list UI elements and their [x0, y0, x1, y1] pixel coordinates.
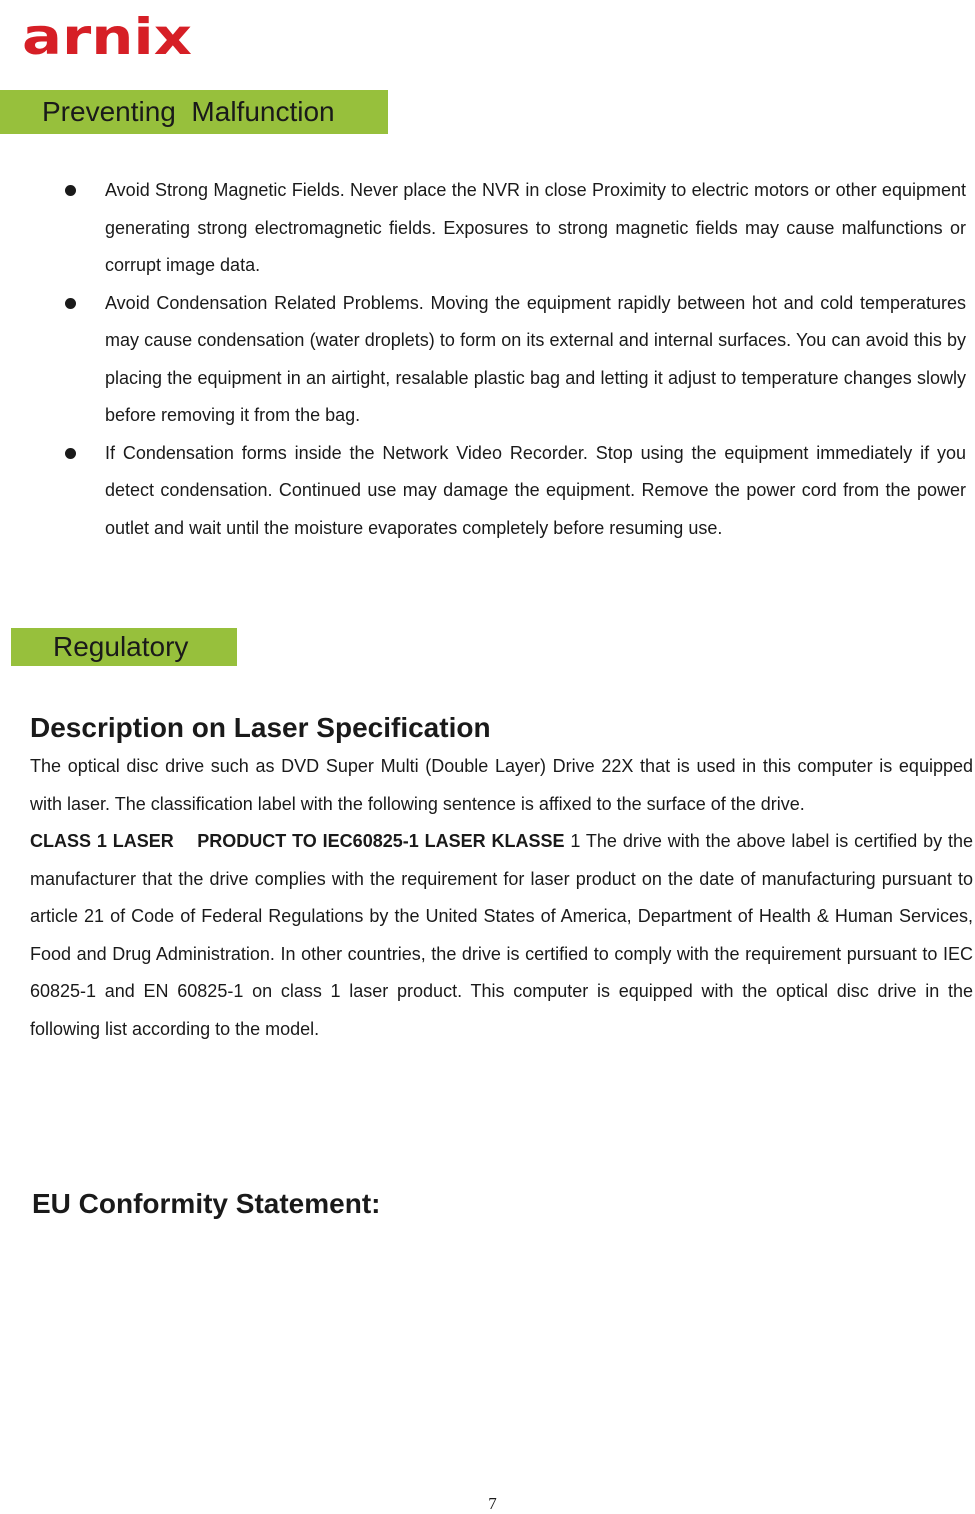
- bullet-text: Avoid Condensation Related Problems. Moving the equipment rapidly between hot and cold temperatures may cause condensation (water droplets) to form on its external and internal surfaces. You can avoid this by placing the equipment in an airtight, resalable plastic bag and letting it adjust to temperature changes slowly before removing it from the bag.: [105, 292, 966, 425]
- laser-intro-text: The optical disc drive such as DVD Super Multi (Double Layer) Drive 22X that is used in this computer is equipped with laser. The classification label with the following sentence is affixed to the surface of the drive.: [30, 756, 973, 814]
- list-item: [0, 285, 975, 435]
- list-item: [0, 435, 975, 548]
- page-number: 7: [488, 1494, 497, 1513]
- eu-conformity-heading: EU Conformity Statement:: [32, 1188, 381, 1219]
- bullet-dot-icon: [65, 185, 76, 196]
- section-bar-preventing-malfunction: [0, 90, 388, 134]
- arnix-logo: [22, 14, 194, 66]
- section-bar-regulatory: [11, 628, 237, 666]
- logo-text: arnix: [22, 14, 192, 66]
- bullet-text: Avoid Strong Magnetic Fields. Never place the NVR in close Proximity to electric motors or other equipment generating strong electromagnetic fields. Exposures to strong magnetic fields may cause malfunctions or corrupt image data.: [105, 180, 966, 275]
- laser-spec-paragraph: [30, 748, 973, 1048]
- list-item: [0, 172, 975, 285]
- bullet-dot-icon: [65, 448, 76, 459]
- malfunction-bullet-list: [0, 172, 975, 547]
- laser-class-label: CLASS 1 LASER PRODUCT TO IEC60825-1 LASER KLASSE: [30, 831, 565, 851]
- bullet-dot-icon: [65, 298, 76, 309]
- bullet-text: If Condensation forms inside the Network Video Recorder. Stop using the equipment immediately if you detect condensation. Continued use may damage the equipment. Remove the power cord from the power outlet and wait until the moisture evaporates completely before resuming use.: [105, 442, 966, 538]
- laser-spec-heading: Description on Laser Specification: [30, 712, 491, 743]
- section-title-malfunction: Preventing Malfunction: [42, 96, 335, 127]
- laser-body-text: 1 The drive with the above label is certified by the manufacturer that the drive complies with the requirement for laser product on the date of manufacturing pursuant to article 21 of Code of Federal Regulations by the United States of America, Department of Health & Human Services, Food and Drug Administration. In other countries, the drive is certified to comply with the requirement pursuant to IEC 60825-1 and EN 60825-1 on class 1 laser product. This computer is equipped with the optical disc drive in the following list according to the model.: [30, 831, 973, 1039]
- section-title-regulatory: Regulatory: [53, 631, 189, 662]
